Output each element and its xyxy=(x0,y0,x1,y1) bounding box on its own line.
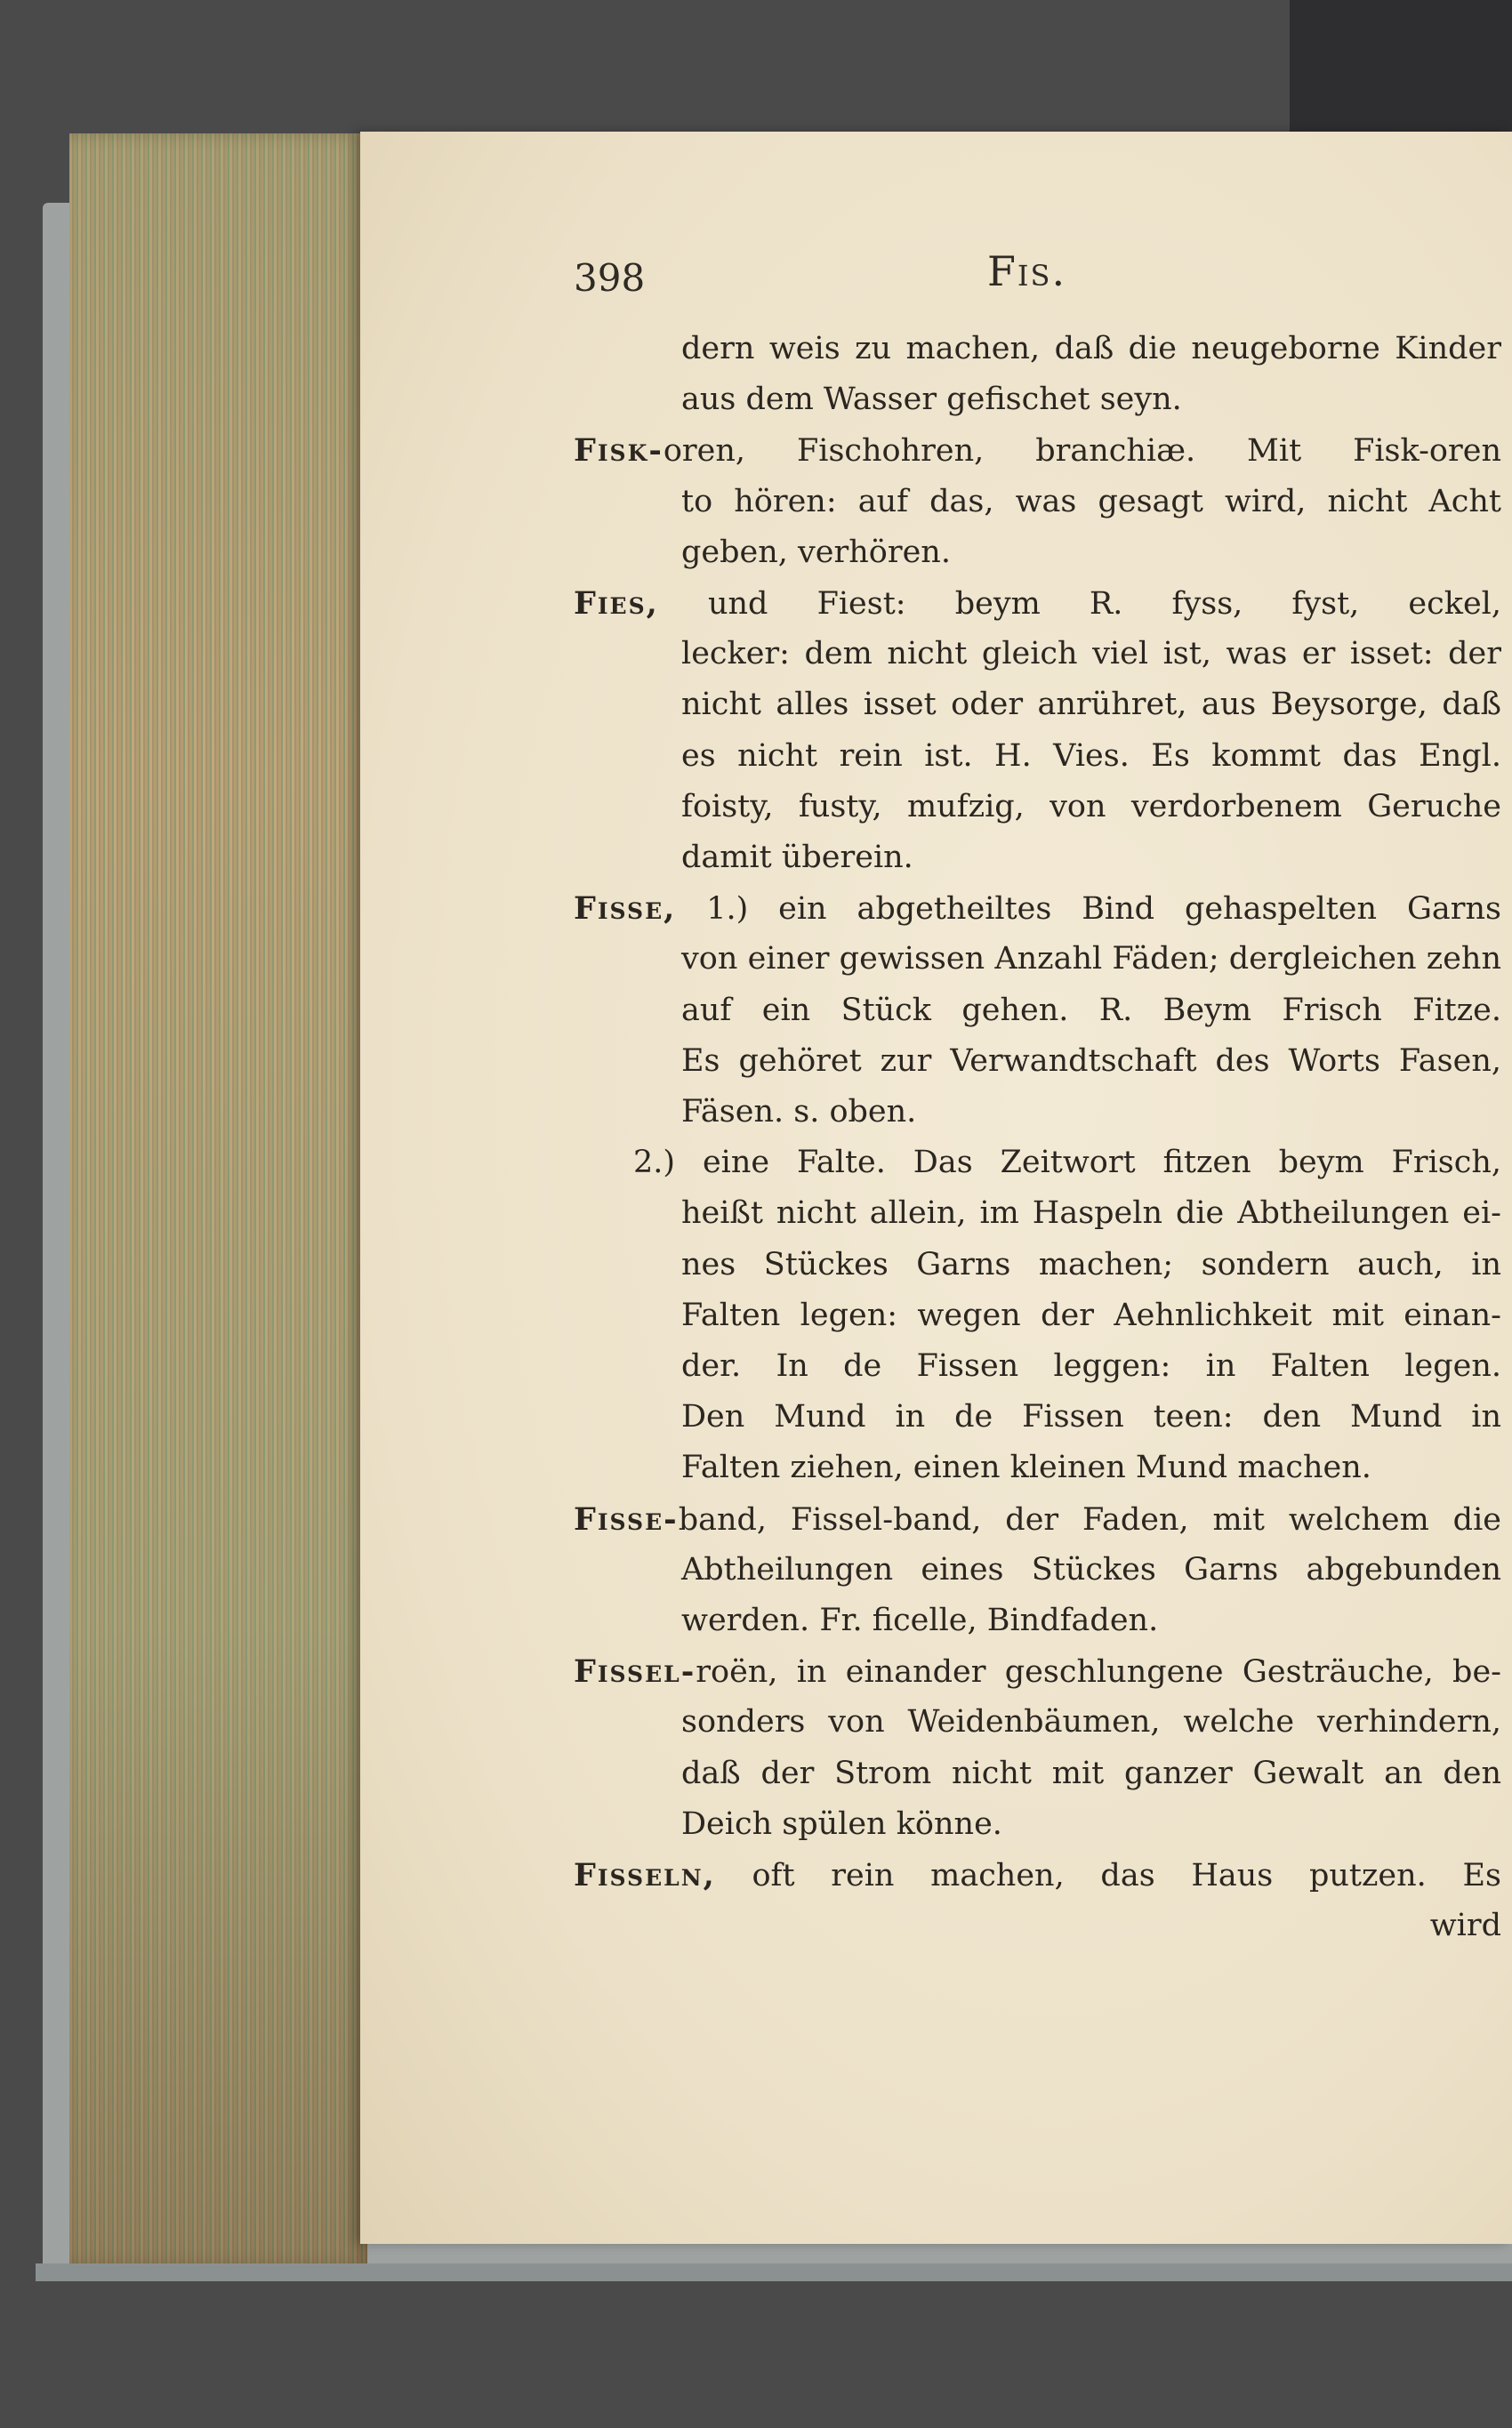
text-line xyxy=(681,789,1501,824)
line-text: Abtheilungen eines Stückes Garns abgebunden xyxy=(681,1551,1501,1588)
headword: Fisk- xyxy=(574,432,664,470)
headword: Fisse, xyxy=(574,890,677,928)
line-text: damit überein. xyxy=(681,840,913,875)
text-line xyxy=(681,840,913,875)
line-text: Falten ziehen, einen kleinen Mund machen. xyxy=(681,1450,1371,1486)
text-line xyxy=(681,687,1501,722)
line-text: nicht alles isset oder anrühret, aus Beysorge, daß xyxy=(681,687,1501,723)
headword: Fies, xyxy=(574,585,659,622)
text-line xyxy=(681,993,1501,1028)
text-line xyxy=(681,1195,1501,1231)
text-line xyxy=(681,535,951,570)
entry-line-headword xyxy=(574,1501,1501,1538)
text-line xyxy=(681,1247,1501,1282)
text-line xyxy=(681,738,1501,774)
line-text: Es gehöret zur Verwandtschaft des Worts Fasen, xyxy=(681,1042,1501,1079)
text-line xyxy=(681,941,1501,977)
text-line xyxy=(681,1298,1501,1333)
line-text: sonders von Weidenbäumen, welche verhindern, xyxy=(681,1704,1501,1741)
scan-background-corner xyxy=(1290,0,1512,142)
page-edge-shading xyxy=(69,133,367,2268)
line-text: werden. Fr. ficelle, Bindfaden. xyxy=(681,1603,1159,1638)
text-line xyxy=(681,1348,1501,1384)
text-line xyxy=(681,1552,1501,1588)
text-line xyxy=(681,1756,1501,1791)
line-text: wird xyxy=(1429,1908,1501,1944)
text-line xyxy=(681,484,1501,519)
line-text: band, Fissel-band, der Faden, mit welchem die xyxy=(678,1501,1501,1538)
text-line xyxy=(681,382,1182,417)
line-text: lecker: dem nicht gleich viel ist, was er isset: der xyxy=(681,636,1501,672)
line-text: daß der Strom nicht mit ganzer Gewalt an den xyxy=(681,1755,1501,1791)
headword: Fisse- xyxy=(574,1500,679,1538)
entry-line-headword xyxy=(574,1857,1501,1893)
running-head: Fis. xyxy=(987,247,1067,295)
line-text: 2.) eine Falte. Das Zeitwort fitzen beym Frisch, xyxy=(633,1145,1501,1181)
text-line xyxy=(681,331,1501,366)
line-text: heißt nicht allein, im Haspeln die Abtheilungen ei- xyxy=(681,1195,1501,1232)
line-text: Fäsen. s. oben. xyxy=(681,1094,917,1130)
line-text: es nicht rein ist. H. Vies. Es kommt das Engl. xyxy=(681,737,1501,774)
line-text: Den Mund in de Fissen teen: den Mund in xyxy=(681,1399,1501,1435)
line-text: Deich spülen könne. xyxy=(681,1805,1002,1842)
line-text: roën, in einander geschlungene Gesträuche, be- xyxy=(696,1654,1501,1691)
text-line xyxy=(681,636,1501,671)
catchword xyxy=(1245,1908,1501,1943)
line-text: Falten legen: wegen der Aehnlichkeit mit einan- xyxy=(681,1297,1501,1333)
text-line xyxy=(681,1043,1501,1079)
entry-line-headword xyxy=(574,1653,1501,1690)
entry-line-headword xyxy=(574,890,1501,927)
page-number: 398 xyxy=(574,256,646,300)
line-text: 1.) ein abgetheiltes Bind gehaspelten Garns xyxy=(676,891,1501,928)
line-text: to hören: auf das, was gesagt wird, nicht Acht xyxy=(681,483,1501,519)
line-text: dern weis zu machen, daß die neugeborne Kinder xyxy=(681,331,1501,366)
line-text: auf ein Stück gehen. R. Beym Frisch Fitze. xyxy=(681,992,1501,1028)
line-text: nes Stückes Garns machen; sondern auch, in xyxy=(681,1246,1501,1282)
text-line xyxy=(681,1094,916,1130)
text-line xyxy=(681,1806,1002,1842)
line-text: oft rein machen, das Haus putzen. Es xyxy=(715,1858,1501,1893)
line-text: von einer gewissen Anzahl Fäden; dergleichen zehn xyxy=(681,941,1501,977)
headword: Fisseln, xyxy=(574,1857,716,1893)
line-text: foisty, fusty, mufzig, von verdorbenem Geruche xyxy=(681,788,1501,824)
entry-line-headword xyxy=(574,585,1501,622)
entry-line-headword xyxy=(574,432,1501,469)
line-text: geben, verhören. xyxy=(681,534,951,570)
text-line xyxy=(681,1603,1158,1638)
text-line xyxy=(681,1399,1501,1435)
book-bottom-edge xyxy=(36,2263,1512,2281)
text-line xyxy=(681,1450,1371,1485)
text-line xyxy=(681,1704,1501,1740)
headword: Fissel- xyxy=(574,1653,696,1691)
line-text: der. In de Fissen leggen: in Falten legen. xyxy=(681,1348,1501,1384)
text-line xyxy=(633,1145,1501,1180)
line-text: aus dem Wasser gefischet seyn. xyxy=(681,382,1182,418)
line-text: oren, Fischohren, branchiæ. Mit Fisk-oren xyxy=(663,433,1501,470)
line-text: und Fiest: beym R. fyss, fyst, eckel, xyxy=(658,586,1501,622)
